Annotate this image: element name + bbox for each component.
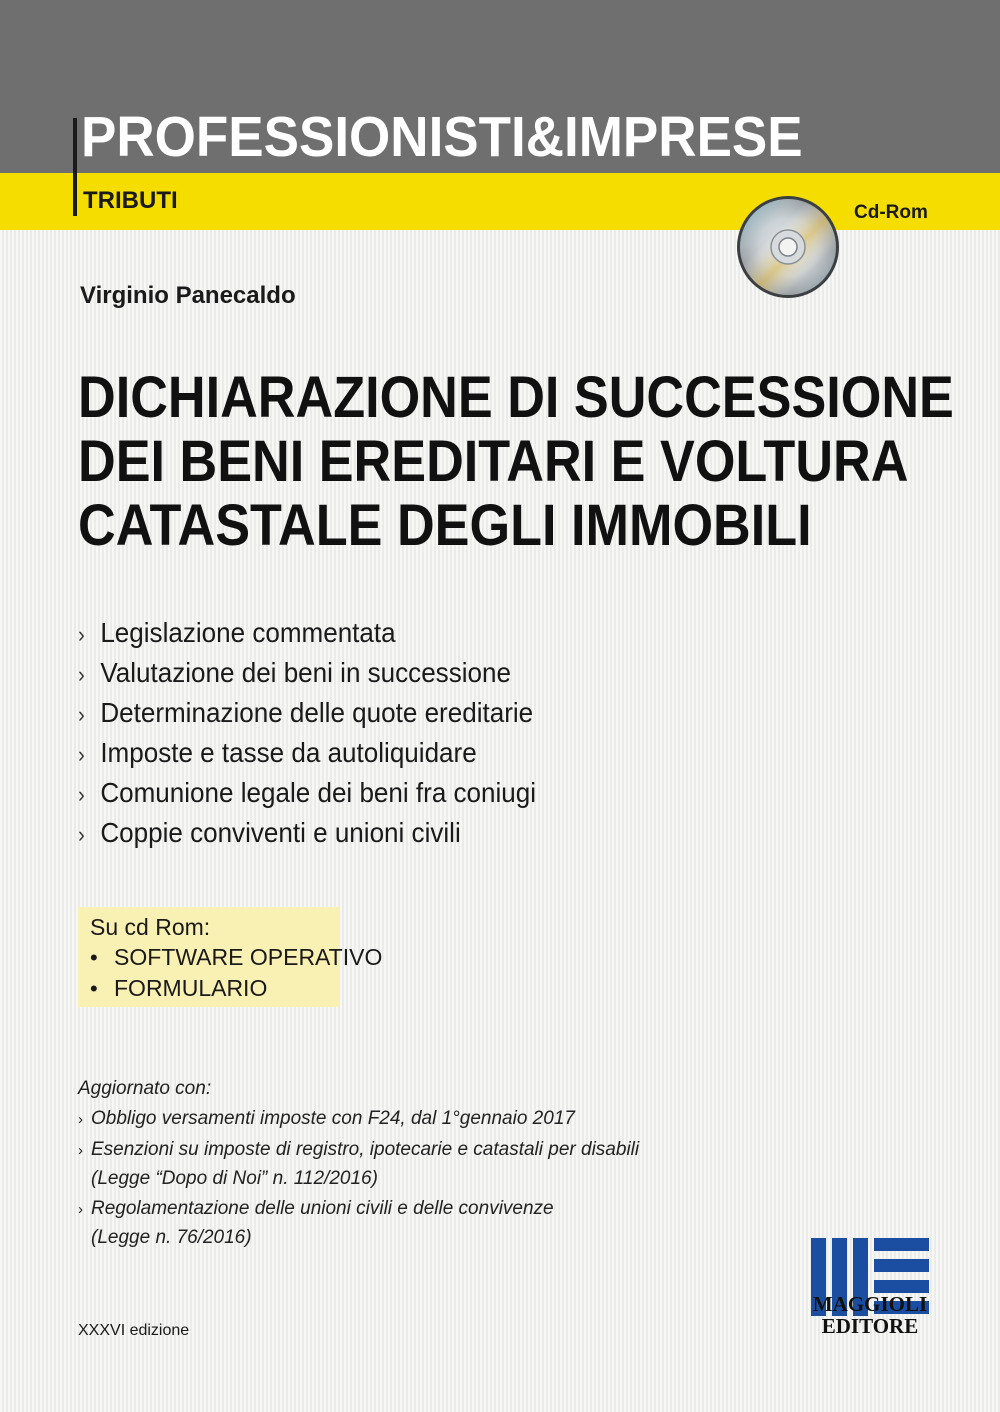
updates-section	[78, 1075, 718, 1252]
updates-heading: Aggiornato con:	[78, 1078, 212, 1099]
list-item: › Esenzioni su imposte di registro, ipotecarie e catastali per disabili (Legge “Dopo di Noi” n. 112/2016)	[78, 1139, 640, 1189]
chevron-right-icon: ›	[78, 782, 85, 807]
list-item: › Comunione legale dei beni fra coniugi	[78, 774, 536, 814]
series-title: PROFESSIONISTI&IMPRESE	[81, 105, 803, 169]
cd-rom-heading: Su cd Rom:	[90, 914, 211, 940]
edition-label: XXXVI edizione	[78, 1322, 190, 1339]
publisher-name: MAGGIOLI EDITORE	[812, 1292, 928, 1338]
title-line: CATASTALE DEGLI IMMOBILI	[78, 493, 812, 558]
cd-disc-icon	[736, 195, 840, 299]
chevron-right-icon: ›	[78, 742, 85, 767]
list-item: • SOFTWARE OPERATIVO	[90, 942, 382, 973]
author-name: Virginio Panecaldo	[80, 282, 296, 309]
list-item: › Obbligo versamenti imposte con F24, dal 1°gennaio 2017	[78, 1105, 718, 1134]
list-item: › Regolamentazione delle unioni civili e delle convivenze (Legge n. 76/2016)	[78, 1198, 554, 1248]
chevron-right-icon: ›	[78, 822, 85, 847]
list-item: › Valutazione dei beni in successione	[78, 654, 536, 694]
list-item: › Legislazione commentata	[78, 614, 536, 654]
title-line: DICHIARAZIONE DI SUCCESSIONE	[78, 365, 954, 430]
cd-rom-label: Cd-Rom	[854, 202, 928, 223]
list-item: › Coppie conviventi e unioni civili	[78, 814, 536, 854]
topics-list	[78, 614, 571, 854]
list-item: › Determinazione delle quote ereditarie	[78, 694, 536, 734]
chevron-right-icon: ›	[78, 1111, 83, 1128]
book-title	[78, 365, 954, 558]
list-item: • FORMULARIO	[90, 973, 382, 1004]
chevron-right-icon: ›	[78, 1201, 83, 1218]
bullet-icon: •	[90, 945, 98, 970]
chevron-right-icon: ›	[78, 622, 85, 647]
category-label: TRIBUTI	[83, 187, 178, 214]
title-line: DEI BENI EREDITARI E VOLTURA	[78, 429, 909, 494]
chevron-right-icon: ›	[78, 662, 85, 687]
list-item: › Imposte e tasse da autoliquidare	[78, 734, 536, 774]
chevron-right-icon: ›	[78, 702, 85, 727]
cd-rom-list	[90, 942, 382, 1004]
bullet-icon: •	[90, 976, 98, 1001]
series-divider	[73, 118, 77, 216]
chevron-right-icon: ›	[78, 1142, 83, 1159]
